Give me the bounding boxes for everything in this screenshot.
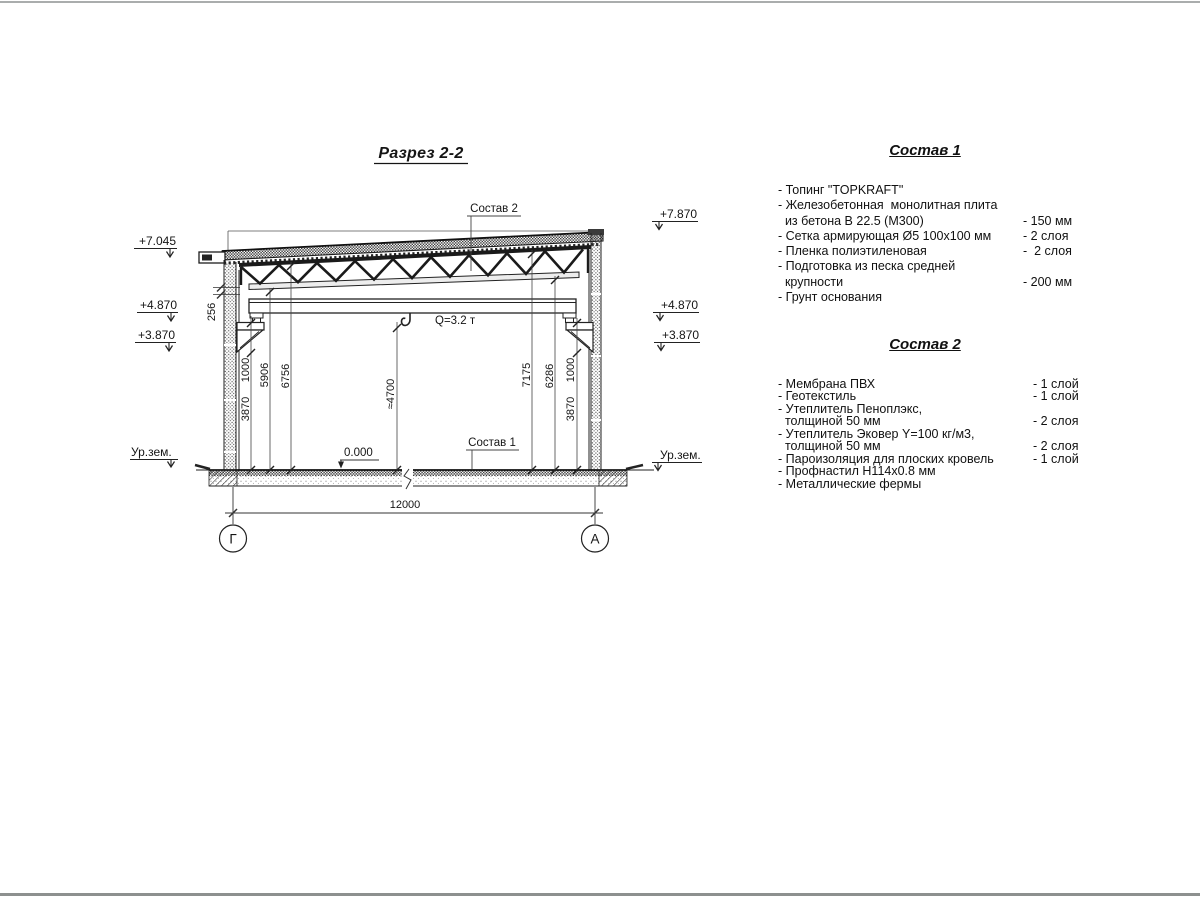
- sheet-bottom-border: [0, 893, 1200, 896]
- dim-1000-left: 1000: [240, 357, 252, 383]
- axis-label-a: А: [590, 531, 600, 547]
- axis-label-g: Г: [229, 531, 237, 547]
- ground-level-label-left: Ур.зем.: [131, 445, 172, 459]
- spec-row: - Пленка полиэтиленовая - 2 слоя: [778, 244, 1072, 259]
- elevation-4870-left: +4.870: [139, 298, 177, 312]
- spec-row: - Сетка армирующая Ø5 100х100 мм - 2 слоя: [778, 228, 1069, 243]
- spec-row: толщиной 50 мм - 2 слоя: [778, 414, 1079, 429]
- svg-text:Состав 2: Состав 2: [470, 203, 518, 215]
- spec-row: - Мембрана ПВХ - 1 слой: [778, 377, 1079, 391]
- spec2-title: Состав 2: [889, 336, 961, 353]
- spec-row: - Подготовка из песка средней: [778, 259, 956, 274]
- dim-3870-left: 3870: [240, 396, 252, 422]
- svg-text:0.000: 0.000: [344, 447, 373, 459]
- spec-row: - Металлические фермы: [778, 476, 922, 491]
- spec-row: - Утеплитель Эковер Y=100 кг/м3,: [778, 426, 975, 441]
- crane-hook-icon: [402, 313, 411, 325]
- dim-7175: 7175: [521, 362, 533, 388]
- elevation-7045: +7.045: [138, 234, 176, 248]
- spec-row: - Пароизоляция для плоских кровель - 1 слой: [778, 451, 1079, 466]
- section-title: Разрез 2-2: [378, 145, 464, 162]
- left-apron: [195, 465, 210, 469]
- elevation-3870-left: +3.870: [137, 328, 175, 342]
- spec-row: из бетона В 22.5 (М300) - 150 мм: [778, 213, 1073, 228]
- zero-level-mark: [338, 447, 379, 469]
- right-footing: [599, 470, 627, 486]
- dim-6756: 6756: [280, 363, 292, 389]
- elevation-4870-right: +4.870: [661, 298, 699, 312]
- spec-row: - Топинг "TOPKRAFT": [778, 183, 904, 197]
- svg-text:Состав 1: Состав 1: [468, 437, 516, 449]
- spec-row: крупности - 200 мм: [778, 274, 1073, 289]
- elevation-marks-right: [652, 222, 702, 471]
- spec-row: - Профнастил Н114х0.8 мм: [778, 464, 936, 479]
- left-corbel: [237, 323, 264, 353]
- spec1-title: Состав 1: [889, 142, 961, 159]
- dim-256-label: 256: [206, 302, 218, 322]
- dim-5906: 5906: [259, 362, 271, 388]
- spec-row: - Железобетонная монолитная плита: [778, 198, 998, 213]
- right-apron: [626, 465, 643, 469]
- elevation-marks-left: [130, 249, 178, 468]
- spec2-rows: [778, 378, 1079, 490]
- spec-row: толщиной 50 мм - 2 слоя: [778, 439, 1079, 454]
- ground-level-label-right: Ур.зем.: [660, 448, 701, 462]
- left-wall: [224, 260, 239, 470]
- dim-span: 12000: [389, 499, 421, 511]
- roof-drip-edge: [202, 255, 212, 261]
- crane-bridge: [249, 299, 576, 323]
- left-footing: [209, 470, 237, 486]
- parapet-cap: [588, 229, 604, 235]
- dim-6286: 6286: [544, 363, 556, 389]
- crane-load-label: Q=3.2 т: [435, 315, 476, 327]
- elevation-3870-right: +3.870: [662, 328, 700, 342]
- section-drawing: [0, 0, 760, 600]
- dim-hook-height: ≈4700: [385, 378, 397, 410]
- spec-row: - Утеплитель Пеноплэкс,: [778, 401, 923, 416]
- dim-3870-right: 3870: [565, 396, 577, 422]
- sostav1-callout: [466, 437, 519, 469]
- spec1-rows: [778, 183, 1072, 305]
- elevation-7870: +7.870: [660, 207, 698, 221]
- dim-1000-right: 1000: [565, 357, 577, 383]
- spec-row: - Грунт основания: [778, 290, 883, 305]
- floor-slab: [195, 465, 654, 489]
- right-corbel: [566, 323, 593, 353]
- spec-row: - Геотекстиль - 1 слой: [778, 389, 1079, 404]
